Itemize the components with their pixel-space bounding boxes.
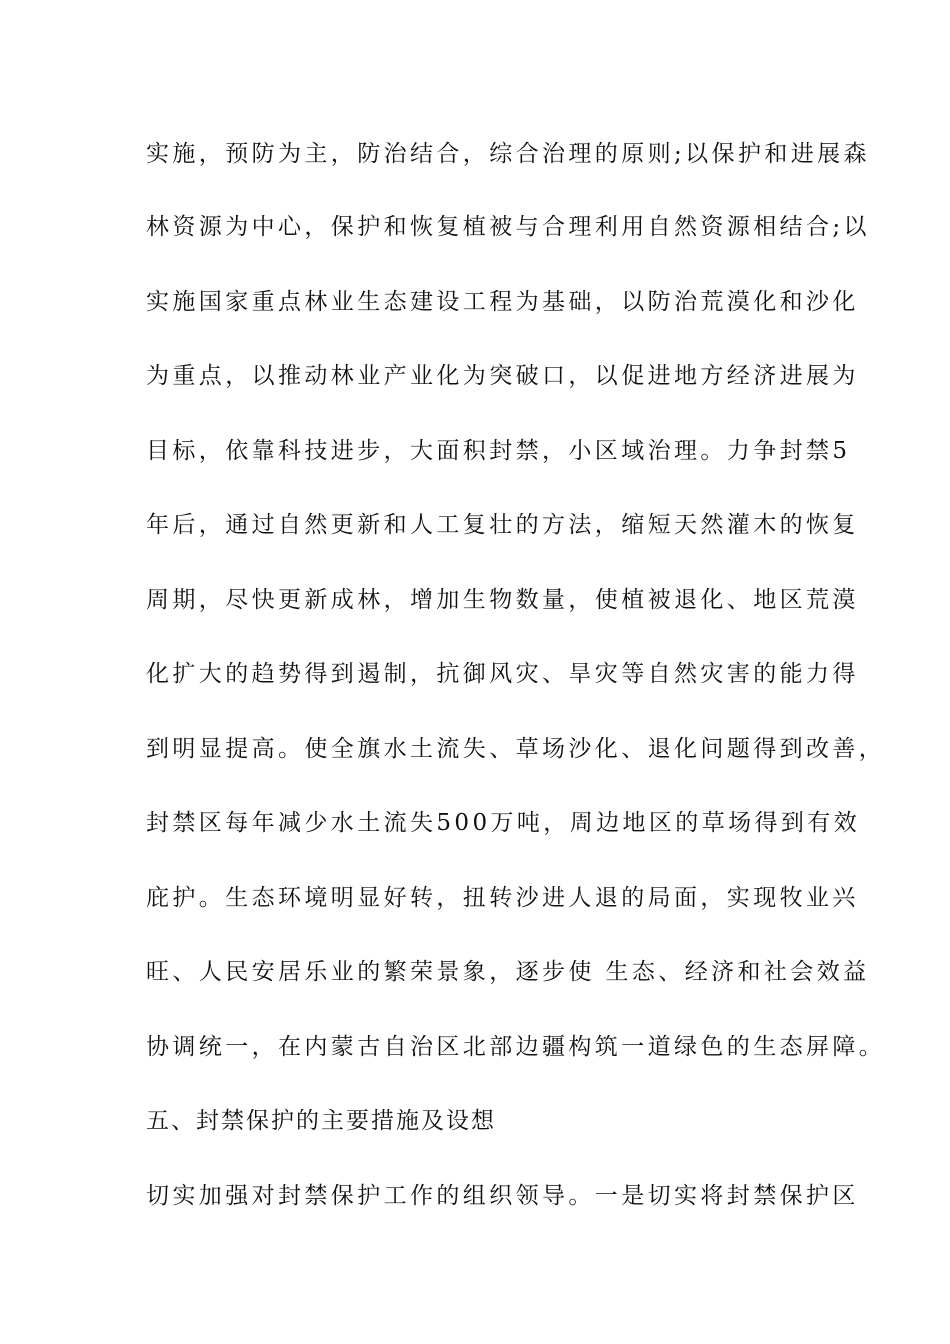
paragraph-line: 庇护。生态环境明显好转，扭转沙进人退的局面，实现牧业兴 bbox=[146, 885, 859, 911]
paragraph-line: 目标，依靠科技进步，大面积封禁，小区域治理。力争封禁5 bbox=[146, 438, 851, 464]
paragraph-line: 林资源为中心，保护和恢复植被与合理利用自然资源相结合;以 bbox=[146, 214, 870, 240]
paragraph-line: 协调统一，在内蒙古自治区北部边疆构筑一道绿色的生态屏障。 bbox=[146, 1034, 886, 1060]
paragraph-line: 封禁区每年减少水土流失500万吨，周边地区的草场得到有效 bbox=[146, 810, 861, 836]
paragraph-line: 实施国家重点林业生态建设工程为基础，以防治荒漠化和沙化 bbox=[146, 289, 859, 315]
paragraph-line: 旺、人民安居乐业的繁荣景象，逐步使 生态、经济和社会效益 bbox=[146, 959, 870, 985]
paragraph-line: 年后，通过自然更新和人工复壮的方法，缩短天然灌木的恢复 bbox=[146, 512, 859, 538]
paragraph-line: 化扩大的趋势得到遏制，抗御风灾、旱灾等自然灾害的能力得 bbox=[146, 661, 859, 687]
paragraph-line: 周期，尽快更新成林，增加生物数量，使植被退化、地区荒漠 bbox=[146, 587, 859, 613]
paragraph-line: 切实加强对封禁保护工作的组织领导。一是切实将封禁保护区 bbox=[146, 1183, 859, 1209]
paragraph-line: 实施，预防为主，防治结合，综合治理的原则;以保护和进展森 bbox=[146, 141, 870, 167]
section-heading: 五、封禁保护的主要措施及设想 bbox=[146, 1108, 496, 1134]
paragraph-line: 为重点，以推动林业产业化为突破口，以促进地方经济进展为 bbox=[146, 363, 859, 389]
paragraph-line: 到明显提高。使全旗水土流失、草场沙化、退化问题得到改善， bbox=[146, 736, 886, 762]
